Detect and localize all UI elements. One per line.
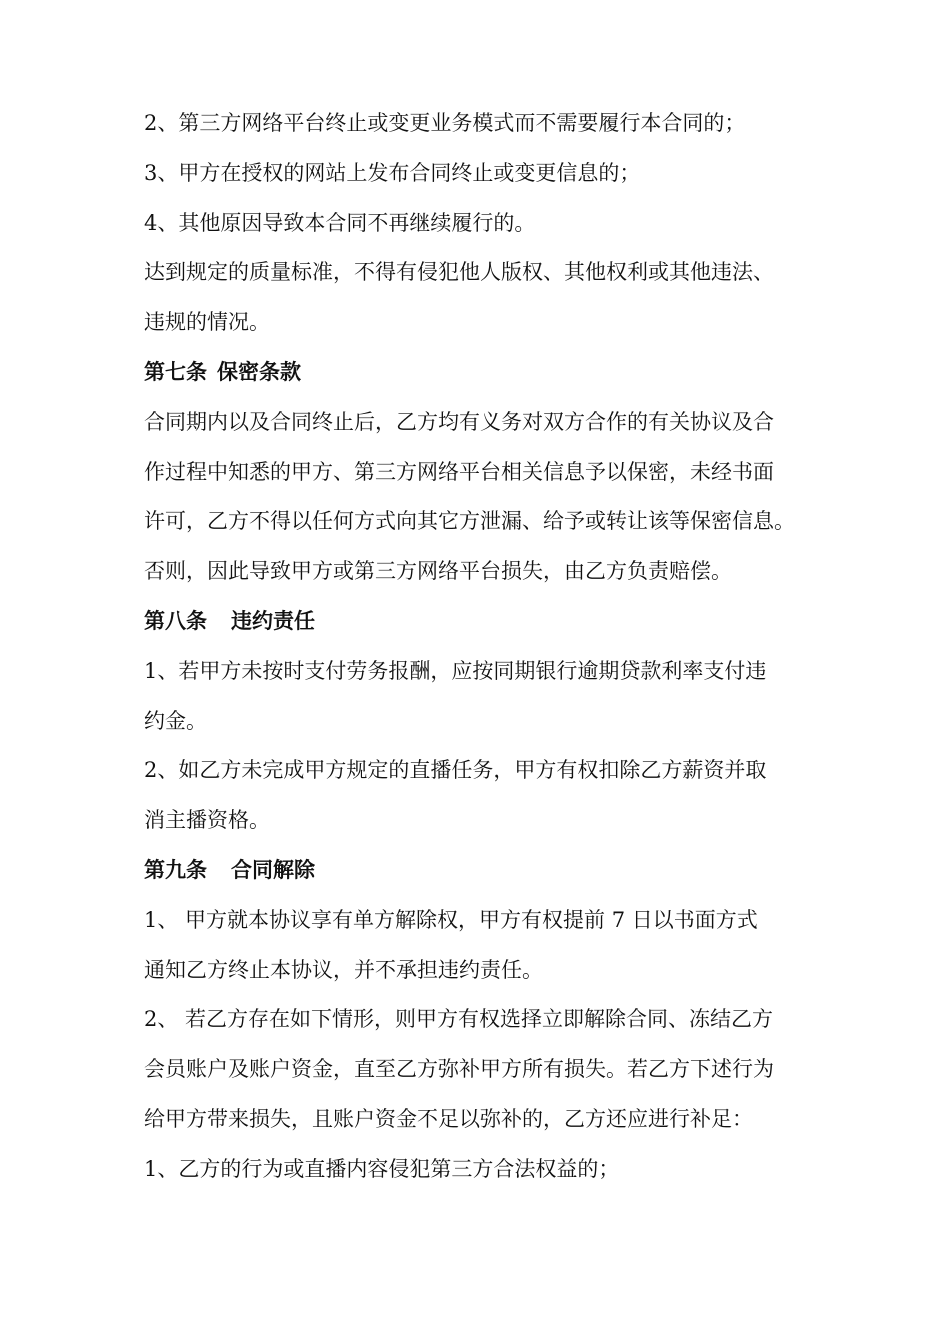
paragraph-line: 达到规定的质量标准，不得有侵犯他人版权、其他权利或其他违法、	[144, 260, 774, 285]
paragraph-line: 违规的情况。	[144, 310, 270, 335]
paragraph-line: 通知乙方终止本协议，并不承担违约责任。	[144, 957, 543, 982]
article-9-number: 第九条	[144, 857, 207, 882]
article-8-number: 第八条	[144, 608, 207, 633]
paragraph-line: 会员账户及账户资金，直至乙方弥补甲方所有损失。若乙方下述行为	[144, 1057, 774, 1082]
article-8-title: 违约责任	[231, 608, 315, 633]
paragraph-line: 约金。	[144, 708, 207, 733]
paragraph-line: 1、 甲方就本协议享有单方解除权，甲方有权提前 7 日以书面方式	[144, 907, 758, 932]
paragraph-line: 2、第三方网络平台终止或变更业务模式而不需要履行本合同的；	[144, 111, 746, 135]
paragraph-line: 4、其他原因导致本合同不再继续履行的。	[144, 210, 536, 235]
paragraph-line: 1、若甲方未按时支付劳务报酬，应按同期银行逾期贷款利率支付违	[144, 658, 767, 683]
article-9-heading	[144, 846, 814, 896]
paragraph-line: 否则，因此导致甲方或第三方网络平台损失，由乙方负责赔偿。	[144, 559, 732, 584]
article-7-heading	[144, 348, 814, 398]
paragraph-line: 2、 若乙方存在如下情形，则甲方有权选择立即解除合同、冻结乙方	[144, 1007, 774, 1032]
paragraph-line: 2、如乙方未完成甲方规定的直播任务，甲方有权扣除乙方薪资并取	[144, 758, 767, 783]
paragraph-line: 作过程中知悉的甲方、第三方网络平台相关信息予以保密，未经书面	[144, 459, 774, 484]
document-body	[144, 99, 814, 1195]
paragraph-line: 合同期内以及合同终止后，乙方均有义务对双方合作的有关协议及合	[144, 409, 774, 434]
paragraph-line: 消主播资格。	[144, 808, 270, 833]
paragraph-line: 3、甲方在授权的网站上发布合同终止或变更信息的；	[144, 160, 641, 185]
article-8-heading	[144, 597, 814, 647]
paragraph-line: 给甲方带来损失，且账户资金不足以弥补的，乙方还应进行补足：	[144, 1106, 753, 1131]
paragraph-line: 1、乙方的行为或直播内容侵犯第三方合法权益的；	[144, 1156, 620, 1181]
article-7-number: 第七条	[144, 359, 207, 384]
article-9-title: 合同解除	[231, 857, 315, 882]
paragraph-line: 许可，乙方不得以任何方式向其它方泄漏、给予或转让该等保密信息。	[144, 509, 795, 534]
article-7-title: 保密条款	[217, 359, 301, 384]
